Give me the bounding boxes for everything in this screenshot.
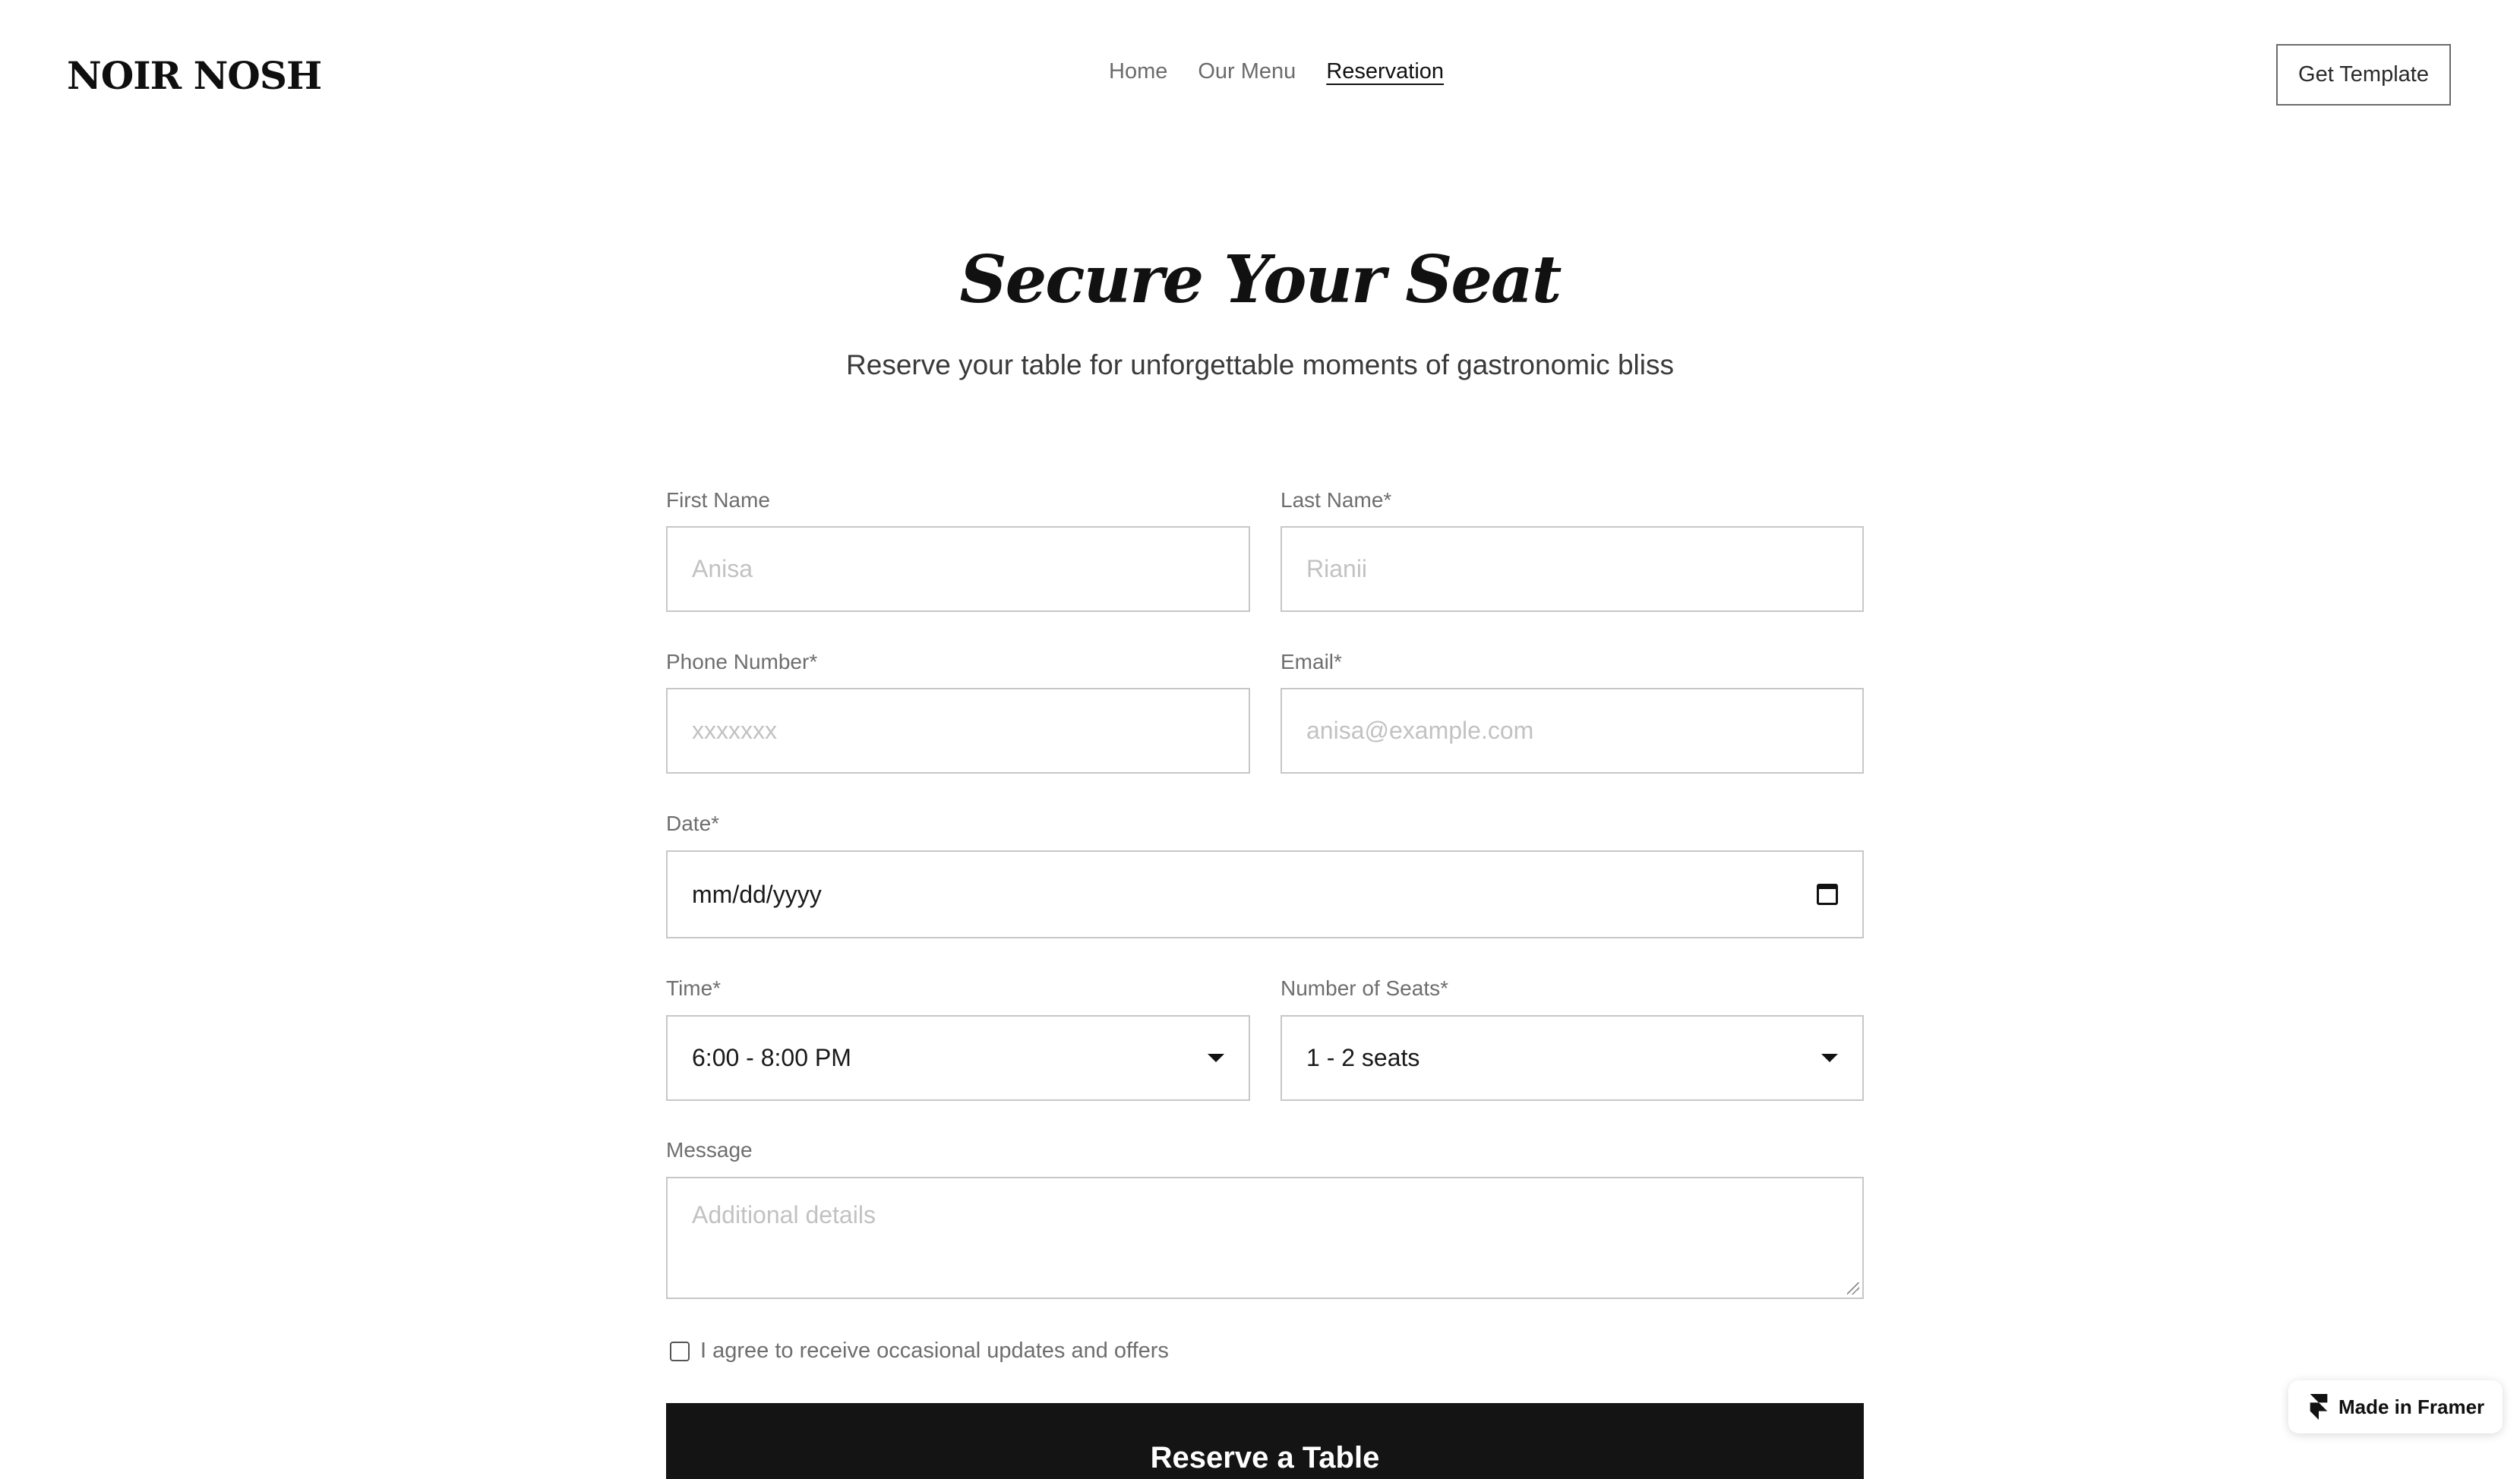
last-name-field-box — [1281, 526, 1864, 612]
time-selected-value: 6:00 - 8:00 PM — [692, 1044, 851, 1071]
site-header — [0, 0, 2520, 152]
message-textarea[interactable] — [692, 1178, 1838, 1298]
time-select[interactable] — [666, 1015, 1250, 1101]
chevron-down-icon — [1208, 1054, 1224, 1062]
first-name-input[interactable] — [692, 555, 1224, 583]
phone-input[interactable] — [692, 717, 1224, 745]
chevron-down-icon — [1821, 1054, 1838, 1062]
date-value: mm/dd/yyyy — [692, 880, 822, 908]
consent-checkbox[interactable] — [670, 1342, 690, 1361]
last-name-label: Last Name* — [1281, 488, 1392, 512]
framer-icon — [2310, 1394, 2328, 1420]
get-template-button[interactable]: Get Template — [2276, 44, 2451, 106]
calendar-icon[interactable] — [1817, 884, 1838, 905]
nav-menu-link[interactable]: Our Menu — [1198, 59, 1296, 84]
first-name-label: First Name — [666, 488, 770, 512]
date-label: Date* — [666, 812, 720, 835]
site-logo[interactable]: NOIR NOSH — [67, 53, 322, 98]
seats-select[interactable] — [1281, 1015, 1864, 1101]
seats-label: Number of Seats* — [1281, 976, 1448, 1000]
email-field-box — [1281, 688, 1864, 774]
seats-selected-value: 1 - 2 seats — [1306, 1044, 1420, 1071]
email-label: Email* — [1281, 650, 1342, 673]
badge-label: Made in Framer — [2338, 1395, 2485, 1418]
phone-field-box — [666, 688, 1250, 774]
made-in-framer-badge[interactable] — [2288, 1380, 2503, 1433]
consent-label: I agree to receive occasional updates and offers — [700, 1339, 1169, 1363]
resize-handle-icon[interactable] — [1847, 1282, 1859, 1295]
message-field-box — [666, 1177, 1864, 1299]
nav-home-link[interactable]: Home — [1109, 59, 1168, 84]
main-nav — [1109, 59, 1444, 84]
nav-reservation-link[interactable]: Reservation — [1326, 59, 1445, 84]
first-name-field-box — [666, 526, 1250, 612]
phone-label: Phone Number* — [666, 650, 818, 673]
page-title: Secure Your Seat — [959, 241, 1561, 318]
email-input[interactable] — [1306, 717, 1838, 745]
reserve-table-button[interactable]: Reserve a Table — [666, 1403, 1864, 1479]
consent-row — [670, 1339, 1169, 1364]
page-subtitle: Reserve your table for unforgettable moments of gastronomic bliss — [846, 349, 1674, 380]
last-name-input[interactable] — [1306, 555, 1838, 583]
time-label: Time* — [666, 976, 722, 1000]
message-label: Message — [666, 1138, 753, 1162]
date-input[interactable] — [666, 850, 1864, 938]
